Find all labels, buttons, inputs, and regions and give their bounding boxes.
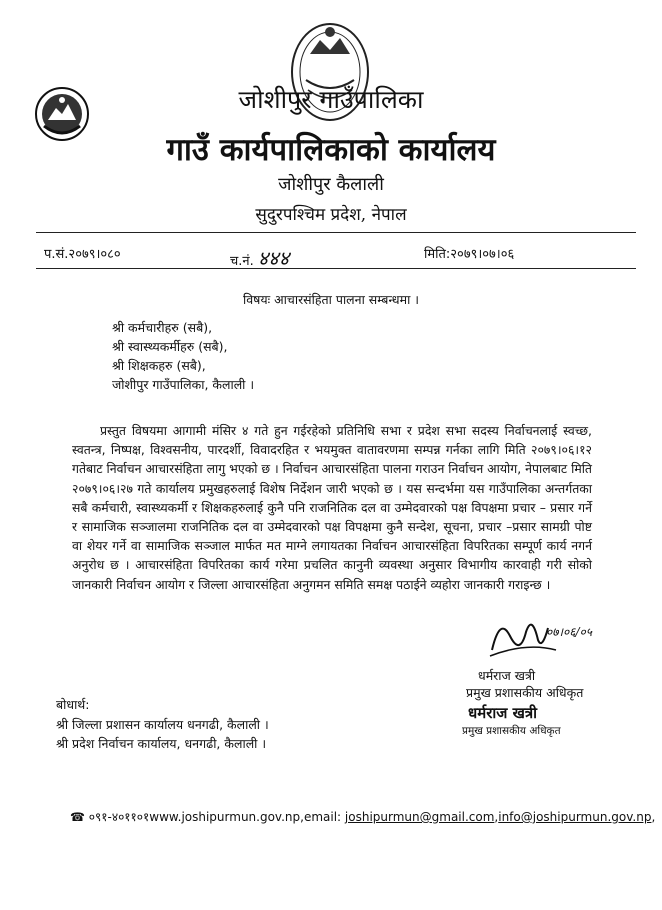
dispatch-label: च.नं. bbox=[230, 254, 254, 269]
cc-list bbox=[56, 715, 269, 753]
fiscal-year: प.सं.२०७९।०८० bbox=[44, 247, 121, 262]
signatory-title: प्रमुख प्रशासकीय अधिकृत bbox=[466, 685, 584, 700]
recipient-item: श्री स्वास्थ्यकर्मीहरु (सबै), bbox=[112, 339, 228, 354]
office-province: सुदुरपश्चिम प्रदेश, नेपाल bbox=[255, 205, 407, 225]
municipality-name: जोशीपुर गाउँपालिका bbox=[238, 85, 424, 114]
cc-heading: बोधार्थ: bbox=[56, 697, 90, 712]
footer-email-gmail[interactable]: joshipurmun@gmail.com bbox=[344, 810, 495, 824]
phone-icon: ☎ bbox=[70, 810, 85, 824]
dispatch-number bbox=[230, 244, 289, 271]
footer-phone: ०९१-४०११०१ bbox=[88, 810, 150, 824]
recipient-item: श्री शिक्षकहरु (सबै), bbox=[112, 358, 206, 373]
recipient-item: जोशीपुर गाउँपालिका, कैलाली । bbox=[112, 377, 255, 392]
letter-body: प्रस्तुत विषयमा आगामी मंसिर ४ गते हुन गईरहेको प्रतिनिधि सभा र प्रदेश सभा सदस्य निर्वाचनलाई स्वच्छ, स्वतन्त्र, निष्पक्ष, विश्वसनीय, पारदर्शी, विवादरहित र भयमुक्त वातावरणमा सम्पन्न गर्नका लागि मिति २०७९।०६।१२ गतेबाट निर्वाचन आचारसंहिता लागु भएको छ । निर्वाचन आचारसंहिता पालना गराउन निर्वाचन आयोग, नेपालबाट मिति २०७९।०६।२७ गते कार्यालय प्रमुखहरुलाई विशेष निर्देशन जारी भएको छ । यस सन्दर्भमा यस गाउँपालिका अन्तर्गतका सबै कर्मचारी, स्वास्थ्यकर्मी र शिक्षकहरुलाई कुनै पनि राजनितिक दल वा उम्मेदवारको पक्ष विपक्षमा प्रचार – प्रसार गर्ने र सामाजिक सञ्जालमा राजनितिक दल वा उम्मेदवारको पक्ष विपक्षमा कुनै सन्देश, सूचना, प्रचार –प्रसार सामग्री पोष्ट वा शेयर गर्ने वा सामाजिक सञ्जाल मार्फत मत माग्ने लगायतका निर्वाचन आचारसंहिता विपरितका सम्पूर्ण कार्य नगर्न अनुरोध छ । आचारसंहिता विपरितका कार्य गरेमा प्रचलित कानुनी व्यवस्था अनुसार विभागीय कारवाही गरी सोको जानकारी निर्वाचन आयोग र जिल्ला आचारसंहिता अनुगमन समिति समक्ष पठाईने व्यहोरा जानकारी गराइन्छ । bbox=[72, 423, 592, 592]
footer-email-label: ,email: bbox=[300, 810, 342, 824]
office-place: जोशीपुर कैलाली bbox=[278, 174, 384, 195]
subject-line: विषयः आचारसंहिता पालना सम्बन्धमा । bbox=[242, 292, 420, 307]
office-name: गाउँ कार्यपालिकाको कार्यालय bbox=[166, 132, 496, 168]
header-rule-bottom bbox=[36, 268, 636, 269]
recipient-item: श्री कर्मचारीहरु (सबै), bbox=[112, 320, 213, 335]
recipient-list bbox=[112, 318, 254, 394]
footer-contact bbox=[70, 808, 655, 825]
signatory-name: धर्मराज खत्री bbox=[478, 668, 536, 683]
dispatch-value: ४४४ bbox=[257, 246, 290, 270]
footer-website[interactable]: www.joshipurmun.gov.np bbox=[149, 810, 301, 824]
cc-item: श्री प्रदेश निर्वाचन कार्यालय, धनगढी, कैलाली । bbox=[56, 736, 267, 751]
letter-date: मिति:२०७९।०७।०६ bbox=[424, 247, 515, 262]
footer-separator: , bbox=[494, 810, 499, 824]
footer-trail: , bbox=[651, 810, 656, 824]
cc-item: श्री जिल्ला प्रशासन कार्यालय धनगढी, कैलाली । bbox=[56, 717, 269, 732]
handwritten-signature bbox=[486, 606, 596, 666]
signature-date: ०७।०६/०५ bbox=[546, 625, 593, 639]
stamp-name: धर्मराज खत्री bbox=[468, 704, 538, 722]
stamp-title: प्रमुख प्रशासकीय अधिकृत bbox=[462, 725, 561, 737]
header-rule-top bbox=[36, 232, 636, 233]
footer-email-info[interactable]: info@joshipurmun.gov.np bbox=[498, 810, 652, 824]
